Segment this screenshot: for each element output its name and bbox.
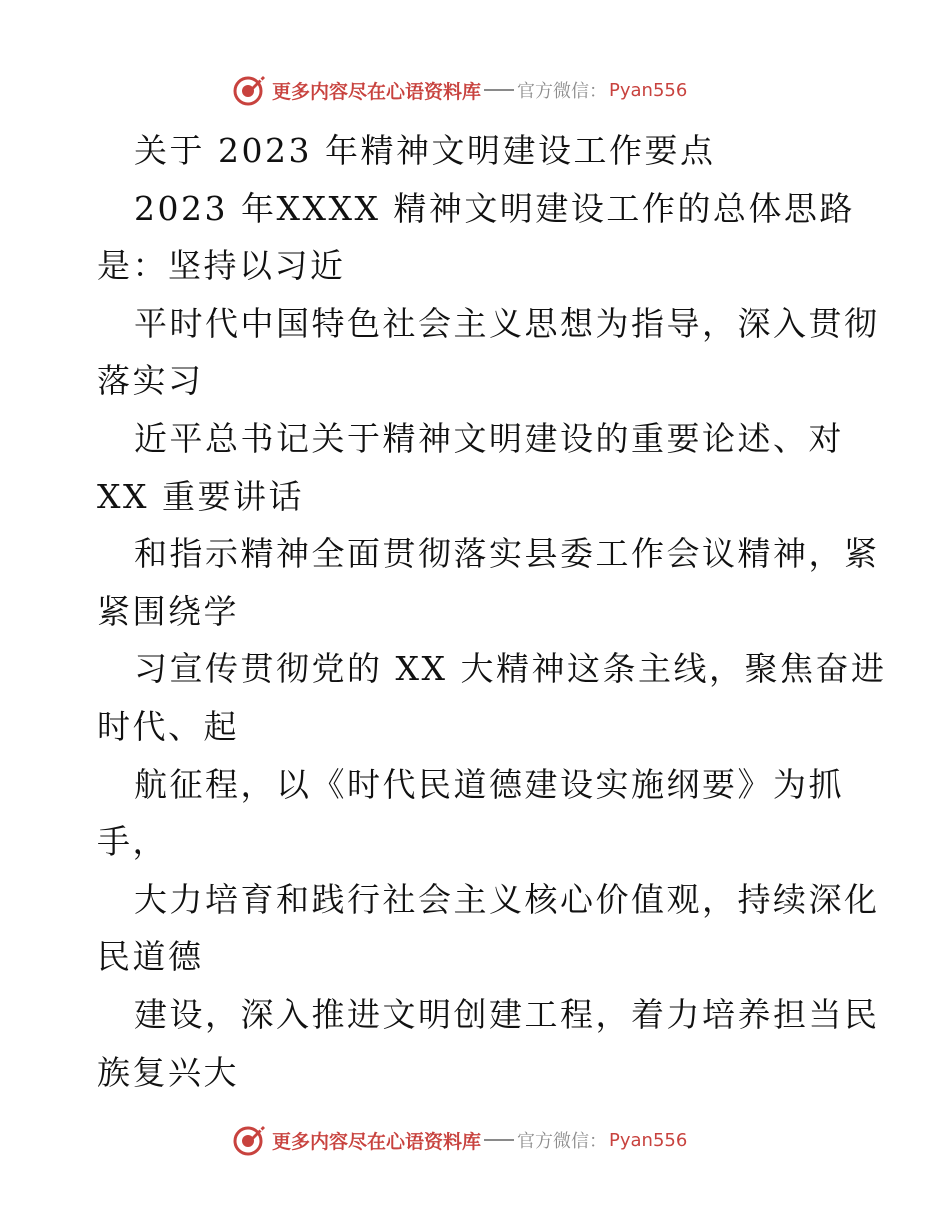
banner-dash-divider — [484, 1139, 514, 1141]
banner-official-label: 官方微信： — [517, 1131, 608, 1152]
red-pen-emblem-icon — [232, 1123, 266, 1157]
banner-main-text: 更多内容尽在心语资料库 — [272, 1130, 482, 1153]
document-line: 落实习 — [97, 361, 204, 401]
banner-dash-divider — [484, 89, 514, 91]
document-body — [97, 122, 887, 1101]
document-line: XX 重要讲话 — [97, 476, 304, 516]
document-line: 族复兴大 — [97, 1052, 239, 1092]
document-line: 民道德 — [97, 937, 204, 977]
document-line: 紧围绕学 — [97, 591, 239, 631]
document-line: 手， — [97, 822, 168, 862]
header-watermark-banner — [232, 72, 687, 108]
document-line: 习宣传贯彻党的 XX 大精神这条主线，聚焦奋进 — [134, 649, 887, 689]
banner-account-id: Pyan556 — [609, 1129, 688, 1151]
document-line: 大力培育和践行社会主义核心价值观，持续深化 — [134, 879, 880, 919]
document-line: 航征程，以《时代民道德建设实施纲要》为抓 — [134, 764, 844, 804]
banner-official-label: 官方微信： — [517, 81, 608, 102]
banner-account-id: Pyan556 — [609, 79, 688, 101]
document-title: 关于 2023 年精神文明建设工作要点 — [134, 131, 716, 170]
document-line: 和指示精神全面贯彻落实县委工作会议精神，紧 — [134, 534, 880, 574]
document-line: 2023 年XXXX 精神文明建设工作的总体思路 — [134, 188, 855, 228]
banner-main-text: 更多内容尽在心语资料库 — [272, 80, 482, 103]
footer-watermark-banner — [232, 1122, 687, 1158]
document-line: 是：坚持以习近 — [97, 246, 346, 286]
document-line: 平时代中国特色社会主义思想为指导，深入贯彻 — [134, 303, 880, 343]
red-pen-emblem-icon — [232, 73, 266, 107]
document-line: 建设，深入推进文明创建工程，着力培养担当民 — [134, 994, 880, 1034]
document-line: 近平总书记关于精神文明建设的重要论述、对 — [134, 418, 844, 458]
document-line: 时代、起 — [97, 706, 239, 746]
